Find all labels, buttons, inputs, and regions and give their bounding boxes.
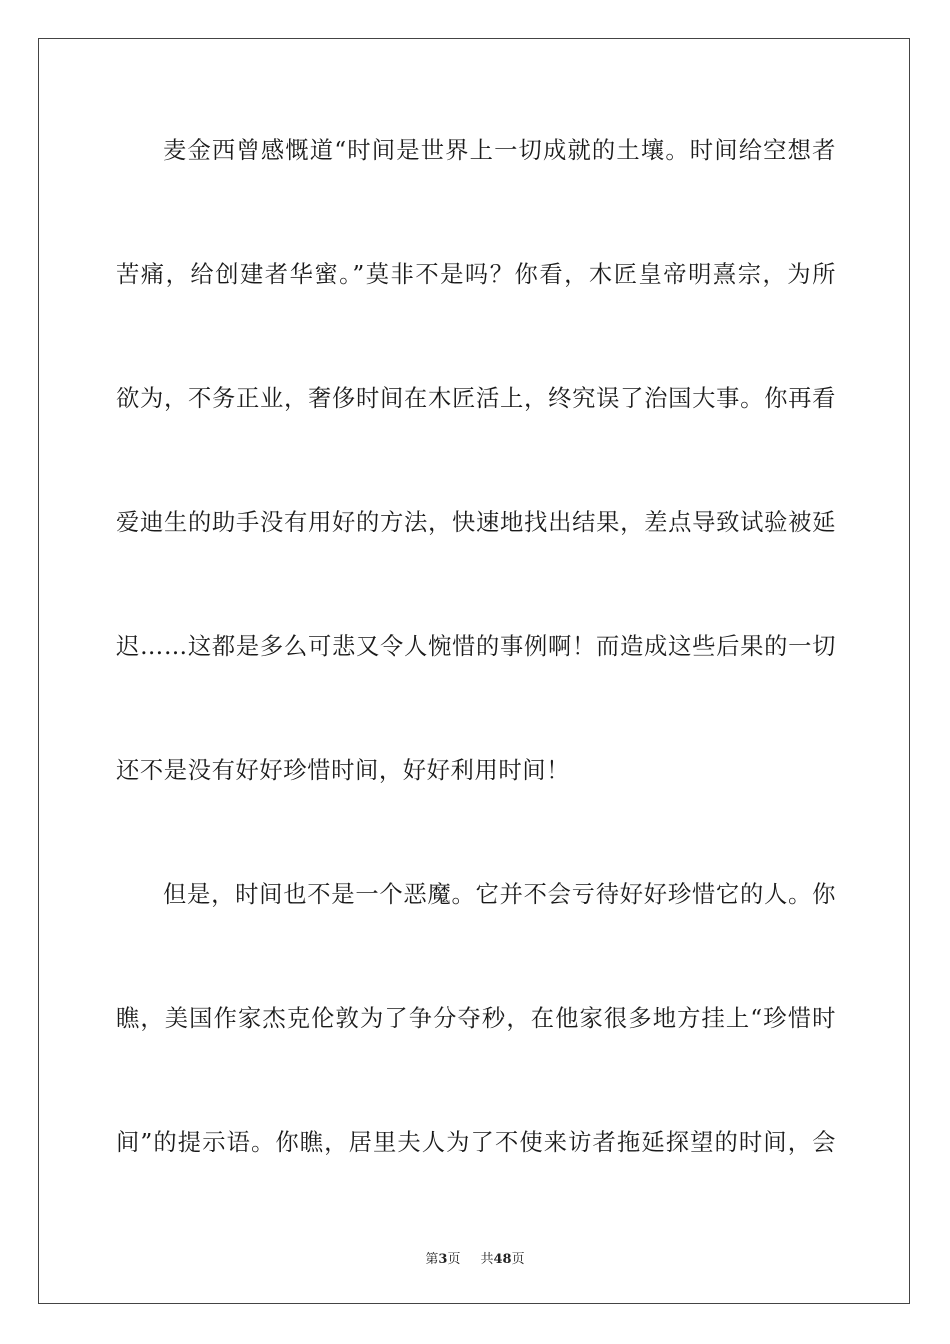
page-footer (0, 1248, 950, 1267)
paragraph-line: 但是，时间也不是一个恶魔。它并不会亏待好好珍惜它的人。你 (163, 881, 836, 908)
paragraph-line: 迟……这都是多么可悲又令人惋惜的事例啊！而造成这些后果的一切 (116, 633, 836, 660)
page-suffix: 页 (447, 1252, 461, 1267)
paragraph-2 (116, 869, 836, 1241)
paragraph-line: 间”的提示语。你瞧，居里夫人为了不使来访者拖延探望的时间，会 (116, 1129, 836, 1156)
paragraph-line: 欲为，不务正业，奢侈时间在木匠活上，终究误了治国大事。你再看 (116, 385, 836, 412)
page-prefix: 第 (425, 1252, 439, 1267)
total-pages: 48 (493, 1252, 512, 1267)
total-prefix: 共 (480, 1252, 494, 1267)
page-number: 3 (438, 1252, 448, 1267)
paragraph-line: 苦痛，给创建者华蜜。”莫非不是吗？你看，木匠皇帝明熹宗，为所 (116, 261, 836, 288)
paragraph-line: 爱迪生的助手没有用好的方法，快速地找出结果，差点导致试验被延 (116, 509, 836, 536)
paragraph-line: 瞧，美国作家杰克伦敦为了争分夺秒，在他家很多地方挂上“珍惜时 (116, 1005, 836, 1032)
paragraph-line: 还不是没有好好珍惜时间，好好利用时间！ (116, 757, 571, 784)
paragraph-1 (116, 125, 836, 869)
document-body (116, 125, 836, 1241)
paragraph-line: 麦金西曾感慨道“时间是世界上一切成就的土壤。时间给空想者 (163, 137, 836, 164)
total-suffix: 页 (511, 1252, 525, 1267)
